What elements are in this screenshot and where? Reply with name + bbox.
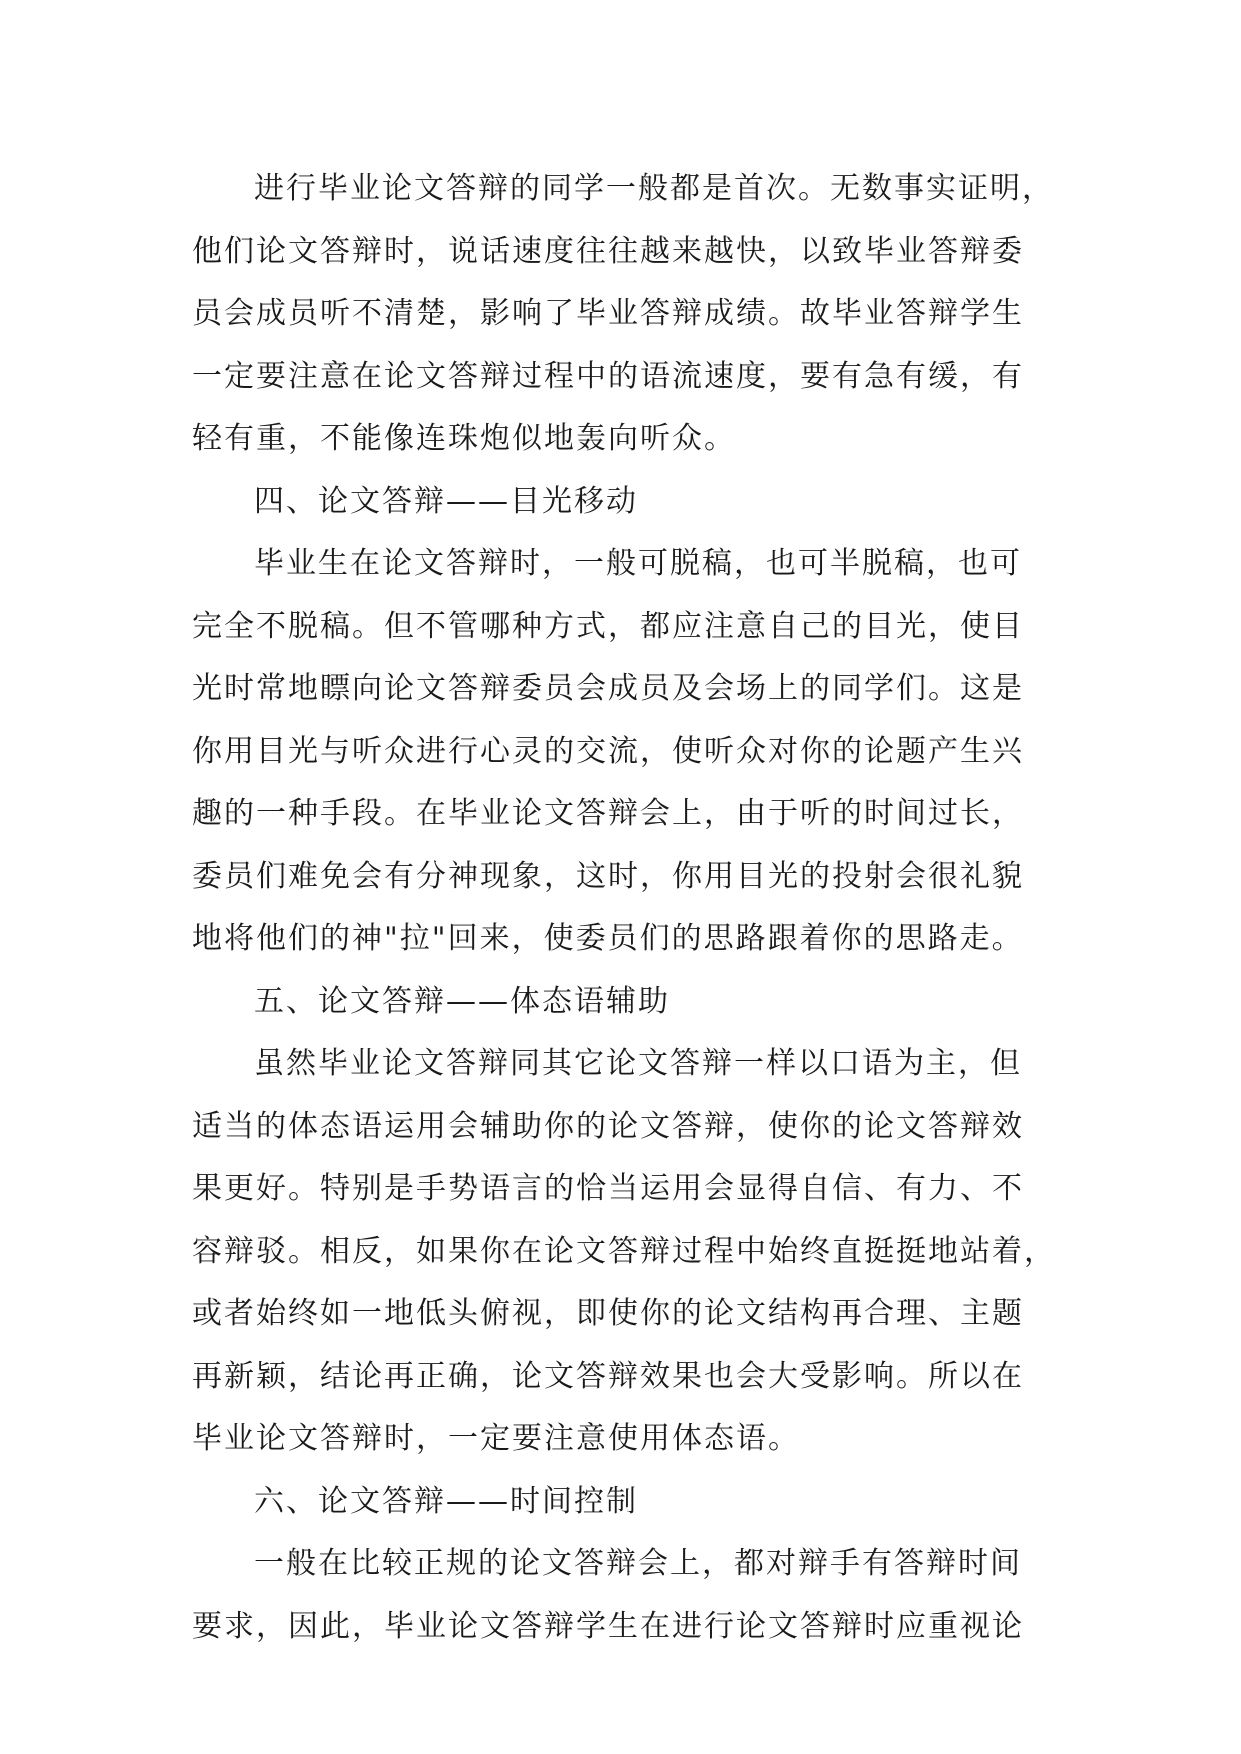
body-line: 委员们难免会有分神现象，这时，你用目光的投射会很礼貌 bbox=[192, 858, 1024, 894]
body-line: 一定要注意在论文答辩过程中的语流速度，要有急有缓，有 bbox=[192, 358, 1024, 394]
body-line: 进行毕业论文答辩的同学一般都是首次。无数事实证明， bbox=[254, 171, 1054, 206]
body-line: 毕业论文答辩时，一定要注意使用体态语。 bbox=[192, 1421, 800, 1456]
body-line: 一般在比较正规的论文答辩会上，都对辩手有答辩时间 bbox=[254, 1546, 1022, 1581]
body-line: 容辩驳。相反，如果你在论文答辩过程中始终直挺挺地站着， bbox=[192, 1233, 1056, 1269]
section-heading-6: 六、论文答辩——时间控制 bbox=[254, 1483, 638, 1519]
body-line: 员会成员听不清楚，影响了毕业答辩成绩。故毕业答辩学生 bbox=[192, 296, 1024, 331]
body-line: 趣的一种手段。在毕业论文答辩会上，由于听的时间过长， bbox=[192, 796, 1024, 831]
body-line: 虽然毕业论文答辩同其它论文答辩一样以口语为主，但 bbox=[254, 1046, 1022, 1081]
body-line: 再新颖，结论再正确，论文答辩效果也会大受影响。所以在 bbox=[192, 1358, 1024, 1394]
section-heading-4: 四、论文答辩——目光移动 bbox=[254, 483, 638, 519]
body-line: 毕业生在论文答辩时，一般可脱稿，也可半脱稿，也可 bbox=[254, 546, 1022, 581]
body-line: 果更好。特别是手势语言的恰当运用会显得自信、有力、不 bbox=[192, 1171, 1024, 1206]
body-line: 光时常地瞟向论文答辩委员会成员及会场上的同学们。这是 bbox=[192, 671, 1024, 706]
body-line: 完全不脱稿。但不管哪种方式，都应注意自己的目光，使目 bbox=[192, 608, 1024, 644]
body-line: 适当的体态语运用会辅助你的论文答辩，使你的论文答辩效 bbox=[192, 1108, 1024, 1144]
body-line: 或者始终如一地低头俯视，即使你的论文结构再合理、主题 bbox=[192, 1296, 1024, 1331]
body-line: 轻有重，不能像连珠炮似地轰向听众。 bbox=[192, 421, 736, 456]
body-line: 你用目光与听众进行心灵的交流，使听众对你的论题产生兴 bbox=[192, 733, 1024, 769]
document-body bbox=[192, 158, 1072, 1658]
body-line: 要求，因此，毕业论文答辩学生在进行论文答辩时应重视论 bbox=[192, 1608, 1024, 1644]
body-line: 他们论文答辩时，说话速度往往越来越快，以致毕业答辩委 bbox=[192, 233, 1024, 269]
section-heading-5: 五、论文答辩——体态语辅助 bbox=[254, 983, 670, 1019]
body-line: 地将他们的神"拉"回来，使委员们的思路跟着你的思路走。 bbox=[192, 921, 1024, 956]
